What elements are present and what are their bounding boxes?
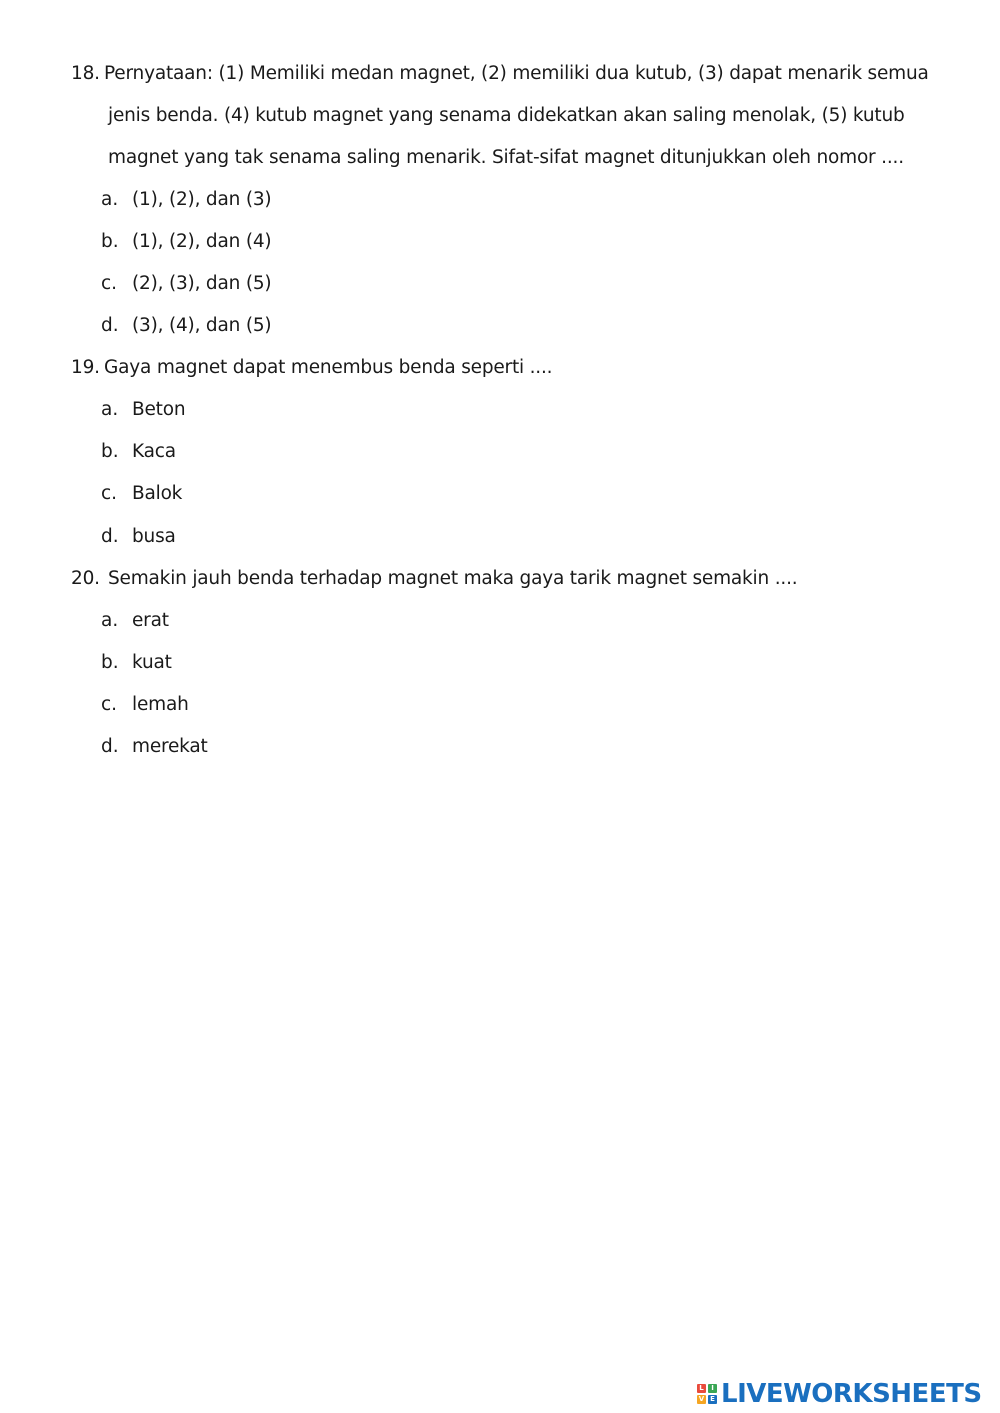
liveworksheets-icon — [697, 1384, 717, 1404]
option-text: (1), (2), dan (4) — [132, 231, 272, 252]
option-letter: c. — [101, 273, 118, 294]
option-text: (2), (3), dan (5) — [132, 273, 272, 294]
option-text: lemah — [132, 694, 189, 715]
option-letter: b. — [101, 652, 119, 673]
option-text: merekat — [132, 736, 208, 757]
option-text: kuat — [132, 652, 172, 673]
question-number: 20. — [71, 568, 100, 589]
question-number: 19. — [71, 357, 100, 378]
option-letter: c. — [101, 483, 118, 504]
logo-text: LIVEWORKSHEETS — [721, 1379, 982, 1409]
option-letter: d. — [101, 736, 119, 757]
option-letter: d. — [101, 526, 119, 547]
question-text-line: Semakin jauh benda terhadap magnet maka gaya tarik magnet semakin .... — [108, 568, 798, 589]
option-letter: c. — [101, 694, 118, 715]
option-letter: a. — [101, 610, 119, 631]
option-text: (1), (2), dan (3) — [132, 189, 272, 210]
question-text-line: Gaya magnet dapat menembus benda seperti .... — [104, 357, 553, 378]
option-text: (3), (4), dan (5) — [132, 315, 272, 336]
logo-tile-v: V — [698, 1395, 705, 1403]
option-text: erat — [132, 610, 169, 631]
logo-tile-i: I — [708, 1384, 717, 1393]
option-letter: b. — [101, 231, 119, 252]
question-text-line: magnet yang tak senama saling menarik. Sifat-sifat magnet ditunjukkan oleh nomor .... — [108, 147, 904, 168]
logo-tile-e: E — [708, 1395, 717, 1404]
logo-tile-l: L — [697, 1384, 706, 1393]
option-letter: b. — [101, 441, 119, 462]
option-text: Beton — [132, 399, 186, 420]
option-letter: d. — [101, 315, 119, 336]
option-text: Kaca — [132, 441, 176, 462]
option-text: Balok — [132, 483, 183, 504]
liveworksheets-logo — [697, 1380, 982, 1408]
option-letter: a. — [101, 399, 119, 420]
option-text: busa — [132, 526, 176, 547]
question-number: 18. — [71, 63, 100, 84]
question-text-line: Pernyataan: (1) Memiliki medan magnet, (2) memiliki dua kutub, (3) dapat menarik semua — [104, 63, 929, 84]
option-letter: a. — [101, 189, 119, 210]
question-text-line: jenis benda. (4) kutub magnet yang senama didekatkan akan saling menolak, (5) kutub — [108, 105, 905, 126]
